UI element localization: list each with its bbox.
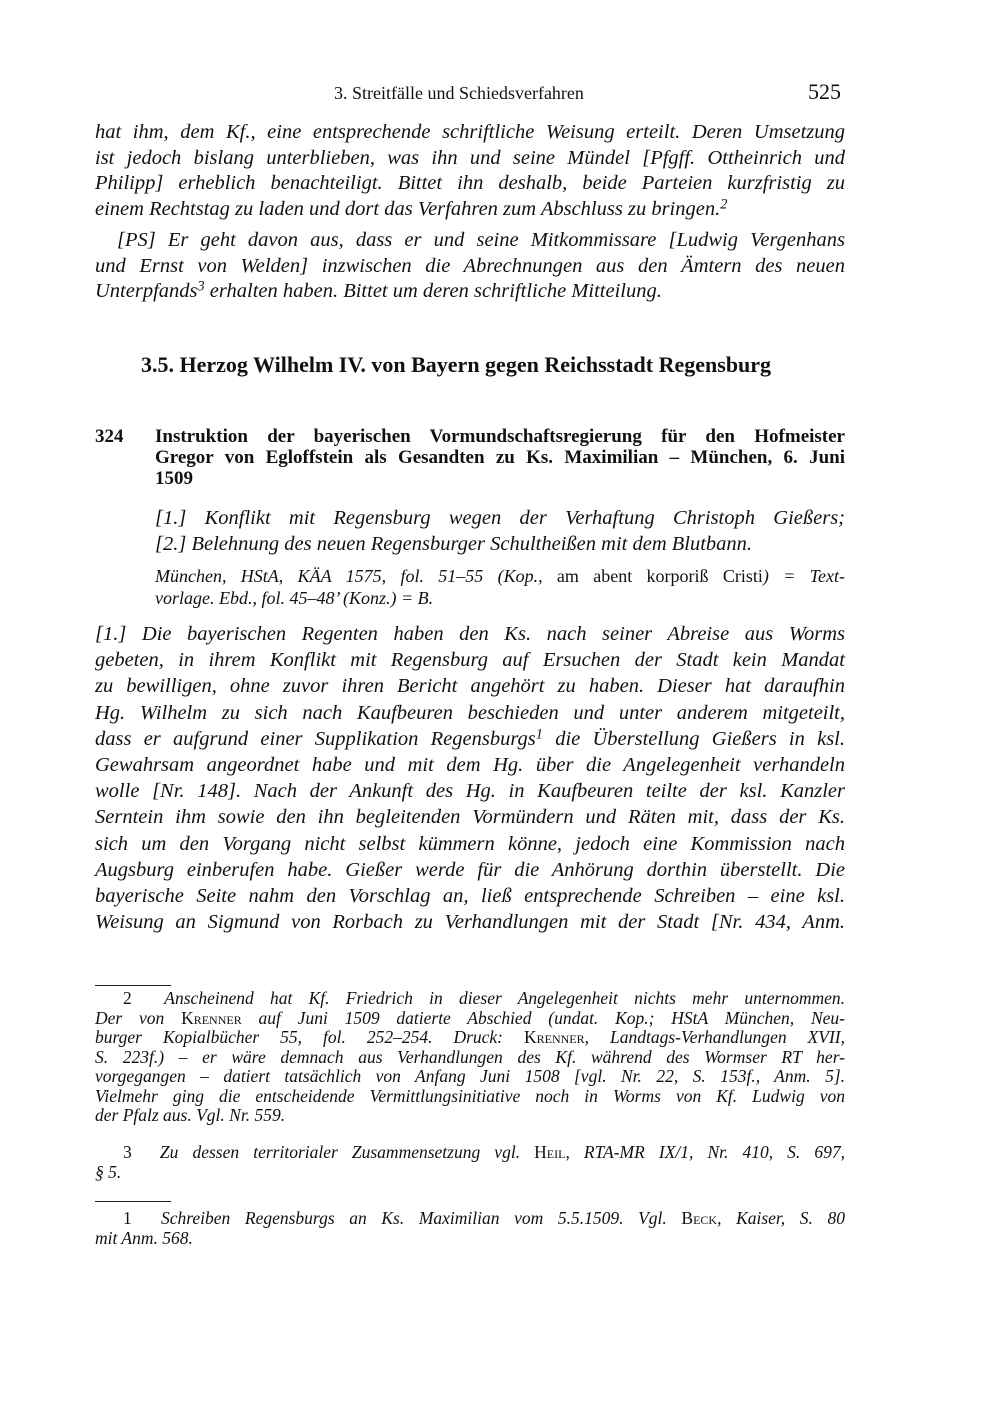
text-line: gebeten, in ihrem Konflikt mit Regensburg auf Ersuchen der Stadt kein Mandat <box>95 649 845 672</box>
footnote-rule <box>95 1201 171 1202</box>
footnote-line: Der von Krenner auf Juni 1509 datierte Abschied (undat. Kop.; HStA München, Neu- <box>95 1007 845 1028</box>
footnote-ref: 2 <box>720 196 728 213</box>
section-heading: 3.5. Herzog Wilhelm IV. von Bayern gegen Reichsstadt Regensburg <box>141 352 772 377</box>
document-number: 324 <box>95 426 124 447</box>
text-line: [PS] Er geht davon aus, dass er und seine Mitkommissare [Ludwig Vergenhans <box>117 229 845 251</box>
text-line: Serntein ihm sowie den ihn begleitenden Vormündern und Räten mit, dass der Ks. <box>95 806 845 829</box>
text-line: [1.] Die bayerischen Regenten haben den Ks. nach seiner Abreise aus Worms <box>95 623 845 645</box>
footnote-line: § 5. <box>95 1161 122 1182</box>
text-line: wolle [Nr. 148]. Nach der Ankunft des Hg. in Kaufbeuren teilte der ksl. Kanzler <box>95 780 845 803</box>
footnote-line: mit Anm. 568. <box>95 1227 193 1248</box>
footnote-rule <box>95 985 171 986</box>
text-line: hat ihm, dem Kf., eine entsprechende schriftliche Weisung erteilt. Deren Umsetzung <box>95 121 845 143</box>
document-regest <box>155 505 845 557</box>
page-number: 525 <box>808 79 841 104</box>
footnote-ref: 3 <box>197 278 205 295</box>
text-line: und Ernst von Welden] inzwischen die Abrechnungen aus den Ämtern des neuen <box>95 254 845 277</box>
regest-line: [2.] Belehnung des neuen Regensburger Schultheißen mit dem Blutbann. <box>155 533 753 555</box>
text-line: dass er aufgrund einer Supplikation Regensburgs$^1$ die Überstellung Gießers in ksl. <box>95 726 845 750</box>
footnote-2 <box>95 989 845 1126</box>
document-title <box>155 426 845 489</box>
footnote-line: 2 Anscheinend hat Kf. Friedrich in dieser Angelegenheit nichts mehr unternommen. <box>123 988 846 1008</box>
footnote-number: 3 <box>123 1142 132 1162</box>
source-line: München, HStA, KÄA 1575, fol. 51–55 (Kop., am abent korporiß Cristi) = Text- <box>155 566 845 586</box>
continuation-paragraph <box>95 120 845 222</box>
regest-line: [1.] Konflikt mit Regensburg wegen der Verhaftung Christoph Gießers; <box>155 507 845 529</box>
main-paragraph <box>95 621 845 935</box>
footnote-number: 2 <box>123 988 132 1008</box>
footnote-number: 1 <box>123 1208 132 1228</box>
text-line: Gewahrsam angeordnet habe und mit dem Hg. über die Angelegenheit verhandeln <box>95 754 845 777</box>
title-line: Gregor von Egloffstein als Gesandten zu Ks. Maximilian – München, 6. Juni <box>155 447 845 468</box>
title-line: 1509 <box>155 468 193 489</box>
footnote-1 <box>95 1209 845 1248</box>
source-citation <box>155 565 845 609</box>
text-line: bayerische Seite nahm den Vorschlag an, ließ entsprechende Schreiben – eine ksl. <box>95 885 845 908</box>
footnote-line: 3 Zu dessen territorialer Zusammensetzung vgl. Heil, RTA-MR IX/1, Nr. 410, S. 697, <box>123 1142 845 1162</box>
postscript-paragraph <box>95 228 845 305</box>
source-line: vorlage. Ebd., fol. 45–48’ (Konz.) = B. <box>155 588 434 608</box>
footnote-ref: 1 <box>535 726 543 743</box>
text-line: Hg. Wilhelm zu sich nach Kaufbeuren beschieden und unter anderem mitgeteilt, <box>95 701 845 724</box>
footnote-3 <box>95 1143 845 1182</box>
running-title: 3. Streitfälle und Schiedsverfahren <box>334 83 584 103</box>
text-line: Augsburg einberufen habe. Gießer werde für die Anhörung dorthin überstellt. Die <box>95 858 845 881</box>
text-line: Weisung an Sigmund von Rorbach zu Verhandlungen mit der Stadt [Nr. 434, Anm. <box>95 911 845 934</box>
footnote-line: 1 Schreiben Regensburgs an Ks. Maximilian vom 5.5.1509. Vgl. Beck, Kaiser, S. 80 <box>123 1208 846 1228</box>
text-line: einem Rechtstag zu laden und dort das Verfahren zum Abschluss zu bringen.$^2$ <box>95 196 728 220</box>
title-line: Instruktion der bayerischen Vormundschaftsregierung für den Hofmeister <box>155 426 845 447</box>
footnote-line: burger Kopialbücher 55, fol. 252–254. Druck: Krenner, Landtags-Verhandlungen XVII, <box>95 1027 845 1047</box>
footnote-line: S. 223f.) – er wäre demnach aus Verhandlungen des Kf. während des Wormser RT her- <box>95 1046 845 1067</box>
footnote-line: der Pfalz aus. Vgl. Nr. 559. <box>95 1105 286 1125</box>
text-line: zu bewilligen, ohne zuvor ihren Bericht angehört zu haben. Dieser hat daraufhin <box>95 675 845 698</box>
footnote-line: vorgegangen – datiert tatsächlich von Anfang Juni 1508 [vgl. Nr. 22, S. 153f., Anm. 5]. <box>95 1066 845 1086</box>
text-line: Unterpfands$^3$ erhalten haben. Bittet um deren schriftliche Mitteilung. <box>95 278 662 303</box>
text-line: ist jedoch bislang unterblieben, was ihn und seine Mündel [Pfgff. Ottheinrich und <box>95 146 845 169</box>
footnote-line: Vielmehr ging die entscheidende Vermittlungsinitiative noch in Worms von Kf. Ludwig von <box>95 1085 845 1106</box>
text-line: Philipp] erheblich benachteiligt. Bittet ihn deshalb, beide Parteien kurzfristig zu <box>95 172 845 195</box>
text-line: sich um den Vorgang nicht selbst kümmern könne, jedoch eine Kommission nach <box>95 832 845 855</box>
